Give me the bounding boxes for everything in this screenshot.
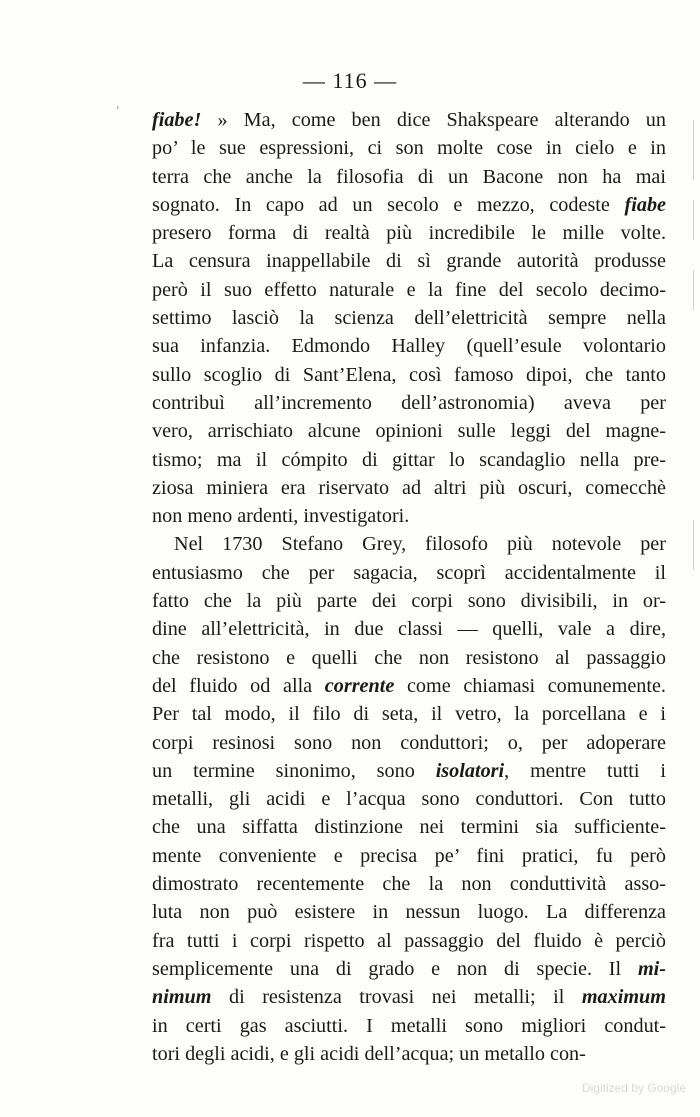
text-segment: che una siffatta distinzione nei termini sia sufficiente-: [152, 816, 666, 839]
text-segment: luta non può esistere in nessun luogo. La differenza: [152, 901, 666, 924]
text-line: [152, 332, 666, 360]
text-segment: La censura inappellabile di sì grande autorità produsse: [152, 250, 666, 273]
text-line: [152, 474, 666, 502]
text-segment: , mentre tutti i: [504, 759, 667, 782]
text-segment: mente conveniente e precisa pe’ fini pratici, fu però: [152, 844, 666, 867]
page-number: — 116 —: [302, 68, 398, 93]
text-line: [152, 785, 666, 813]
text-segment: tismo; ma il cómpito di gittar lo scandaglio nella pre-: [152, 448, 666, 471]
text-line: [152, 389, 666, 417]
watermark: Digitized by Google: [581, 1081, 686, 1095]
text-segment: di resistenza trovasi nei metalli; il: [211, 986, 582, 1009]
text-segment: un termine sinonimo, sono: [152, 759, 436, 782]
text-segment: del fluido od alla: [152, 674, 325, 697]
text-segment: sullo scoglio di Sant’Elena, così famoso dipoi, che tanto: [152, 363, 666, 386]
text-segment: fra tutti i corpi rispetto al passaggio del fluido è perciò: [152, 929, 666, 952]
text-segment: settimo lasciò la scienza dell’elettricità sempre nella: [152, 307, 666, 330]
body-text: [152, 106, 666, 1068]
text-line: [152, 644, 666, 672]
text-line: [152, 530, 666, 558]
text-segment: come chiamasi comunemente.: [394, 674, 666, 697]
emphasized-word: fiabe: [624, 193, 666, 216]
text-line: [152, 247, 666, 275]
emphasized-word: corrente: [324, 674, 395, 697]
text-line: [152, 672, 666, 700]
margin-rule: [693, 270, 694, 310]
text-line: [152, 219, 666, 247]
text-line: [152, 502, 666, 530]
text-line: [152, 276, 666, 304]
text-segment: entusiasmo che per sagacia, scoprì accidentalmente il: [152, 561, 666, 584]
text-segment: sua infanzia. Edmondo Halley (quell’esule volontario: [152, 335, 666, 358]
text-line: [152, 1040, 666, 1068]
text-segment: po’ le sue espressioni, ci son molte cose in cielo e in: [152, 137, 666, 160]
text-segment: terra che anche la filosofia di un Bacone non ha mai: [152, 165, 666, 188]
text-segment: presero forma di realtà più incredibile le mille volte.: [152, 222, 666, 245]
text-segment: non meno ardenti, investigatori.: [152, 505, 410, 528]
text-segment: Per tal modo, il filo di seta, il vetro, la porcellana e i: [152, 703, 666, 726]
margin-pencil-mark: ′: [115, 103, 124, 120]
text-line: [152, 983, 666, 1011]
text-line: [152, 361, 666, 389]
text-segment: corpi resinosi sono non conduttori; o, per adoperare: [152, 731, 666, 754]
text-segment: però il suo effetto naturale e la fine del secolo decimo-: [152, 278, 666, 301]
text-line: [152, 1012, 666, 1040]
text-line: [152, 757, 666, 785]
margin-rule: [693, 120, 694, 180]
text-segment: ziosa miniera era riservato ad altri più oscuri, comecchè: [152, 476, 666, 499]
text-line: [152, 870, 666, 898]
text-segment: fatto che la più parte dei corpi sono divisibili, in or-: [152, 590, 666, 613]
text-line: [152, 842, 666, 870]
text-line: [152, 955, 666, 983]
text-segment: » Ma, come ben dice Shakspeare alterando un: [201, 109, 666, 131]
text-segment: semplicemente una di grado e non di specie. Il: [152, 957, 638, 980]
emphasized-word: nimum: [152, 986, 212, 1009]
emphasized-word: maximum: [581, 986, 666, 1009]
text-line: [152, 615, 666, 643]
text-segment: in certi gas asciutti. I metalli sono migliori condut-: [152, 1014, 666, 1037]
text-line: [152, 304, 666, 332]
emphasized-word: isolatori: [435, 759, 505, 782]
text-line: [152, 898, 666, 926]
text-line: [152, 191, 666, 219]
text-line: [152, 163, 666, 191]
text-segment: dimostrato recentemente che la non conduttività asso-: [152, 873, 666, 896]
text-line: [152, 446, 666, 474]
text-segment: sognato. In capo ad un secolo e mezzo, codeste: [152, 193, 625, 216]
emphasized-word: mi-: [637, 957, 666, 980]
text-line: [152, 417, 666, 445]
text-segment: dine all’elettricità, in due classi — quelli, vale a dire,: [152, 618, 666, 641]
text-line: [152, 134, 666, 162]
text-line: [152, 729, 666, 757]
text-line: [152, 700, 666, 728]
text-line: [152, 927, 666, 955]
text-line: [152, 813, 666, 841]
text-segment: metalli, gli acidi e l’acqua sono conduttori. Con tutto: [152, 788, 666, 811]
text-segment: contribuì all’incremento dell’astronomia) aveva per: [152, 391, 666, 414]
text-line: [152, 559, 666, 587]
text-segment: vero, arrischiato alcune opinioni sulle leggi del magne-: [152, 420, 666, 443]
text-segment: che resistono e quelli che non resistono al passaggio: [152, 646, 666, 669]
text-line: [152, 587, 666, 615]
text-line: [152, 106, 666, 134]
emphasized-word: fiabe!: [152, 109, 202, 131]
margin-rule: [693, 520, 694, 570]
text-segment: tori degli acidi, e gli acidi dell’acqua; un metallo con-: [152, 1042, 586, 1065]
margin-rule: [693, 200, 694, 240]
text-segment: Nel 1730 Stefano Grey, filosofo più notevole per: [174, 533, 666, 556]
